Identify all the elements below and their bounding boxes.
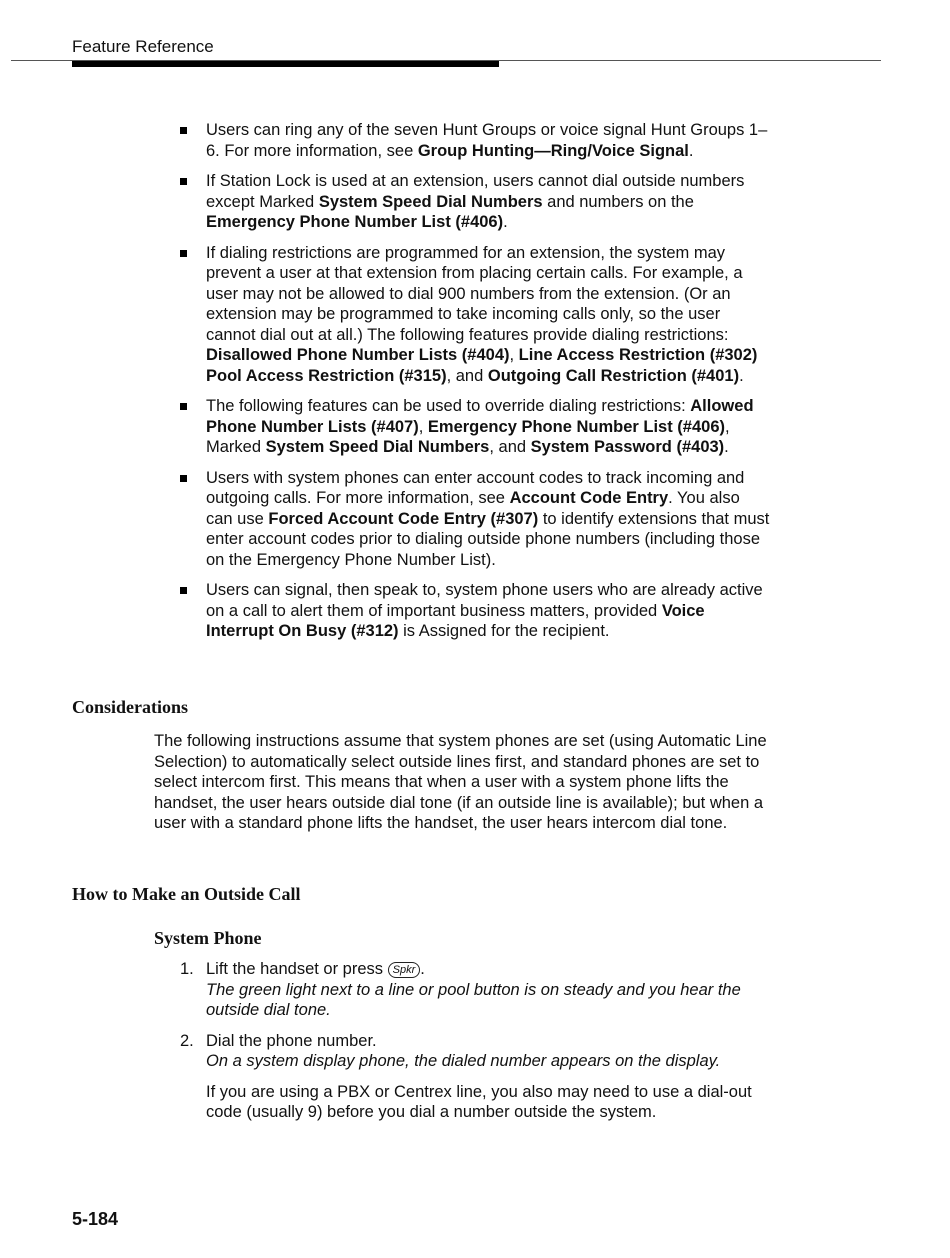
considerations-heading: Considerations (72, 697, 189, 717)
bullet-square-icon (180, 250, 187, 257)
step-note: If you are using a PBX or Centrex line, you also may need to use a dial-out code (usually 9) before you dial a number outside the system. (206, 1082, 752, 1121)
system-phone-subheading: System Phone (154, 928, 262, 948)
list-item: Users can ring any of the seven Hunt Groups or voice signal Hunt Groups 1–6. For more information, see Group Hunting—Ring/Voice Signal. (180, 120, 770, 161)
step-text: Lift the handset or press (206, 960, 388, 978)
bullet-square-icon (180, 475, 187, 482)
header-bar (72, 61, 499, 67)
step-list (180, 959, 770, 1133)
list-item: The following features can be used to override dialing restrictions: Allowed Phone Number Lists (#407), Emergency Phone Number List (#406), Marked System Speed Dial Numbers, and System Password (#403). (180, 396, 770, 458)
bullet-square-icon (180, 403, 187, 410)
step-item: 1. Lift the handset or press Spkr . The green light next to a line or pool button is on steady and you hear the outside dial tone. (180, 959, 770, 1021)
step-result: On a system display phone, the dialed number appears on the display. (206, 1052, 721, 1070)
bullet-list (180, 120, 770, 652)
step-text: Dial the phone number. (206, 1031, 377, 1050)
bullet-square-icon (180, 127, 187, 134)
list-item: If Station Lock is used at an extension, users cannot dial outside numbers except Marked System Speed Dial Numbers and numbers on the Emergency Phone Number List (#406). (180, 171, 770, 233)
list-item: If dialing restrictions are programmed for an extension, the system may prevent a user at that extension from placing certain calls. For example, a user may not be allowed to dial 900 numbers from the extension. (Or an extension may be programmed to take incoming calls only, so the user cannot dial out at all.) The following features provide dialing restrictions: Disallowed Phone Number Lists (#404), Line Access Restriction (#302) Pool Access Restriction (#315), and Outgoing Call Restriction (#401). (180, 243, 770, 387)
list-item: Users with system phones can enter account codes to track incoming and outgoing calls. For more information, see Account Code Entry. You also can use Forced Account Code Entry (#307) to identify extensions that must enter account codes prior to dialing outside phone numbers (including those on the Emergency Phone Number List). (180, 468, 770, 571)
step-number: 1. (180, 960, 194, 978)
bullet-square-icon (180, 178, 187, 185)
step-item (180, 1031, 770, 1123)
running-header: Feature Reference (72, 37, 214, 56)
bullet-square-icon (180, 587, 187, 594)
page-number: 5-184 (72, 1209, 119, 1229)
step-result: The green light next to a line or pool button is on steady and you hear the outside dial tone. (206, 980, 741, 1019)
step-number: 2. (180, 1031, 194, 1050)
spkr-key-icon: Spkr (388, 962, 421, 978)
list-item: Users can signal, then speak to, system phone users who are already active on a call to alert them of important business matters, provided Voice Interrupt On Busy (#312) is Assigned for the recipient. (180, 580, 770, 642)
considerations-text: The following instructions assume that system phones are set (using Automatic Line Selection) to automatically select outside lines first, and standard phones are set to select intercom first. This means that when a user with a system phone lifts the handset, the user hears outside dial tone (if an outside line is available); but when a user with a standard phone lifts the handset, the user hears intercom dial tone. (154, 732, 767, 832)
outside-call-heading: How to Make an Outside Call (72, 884, 301, 904)
